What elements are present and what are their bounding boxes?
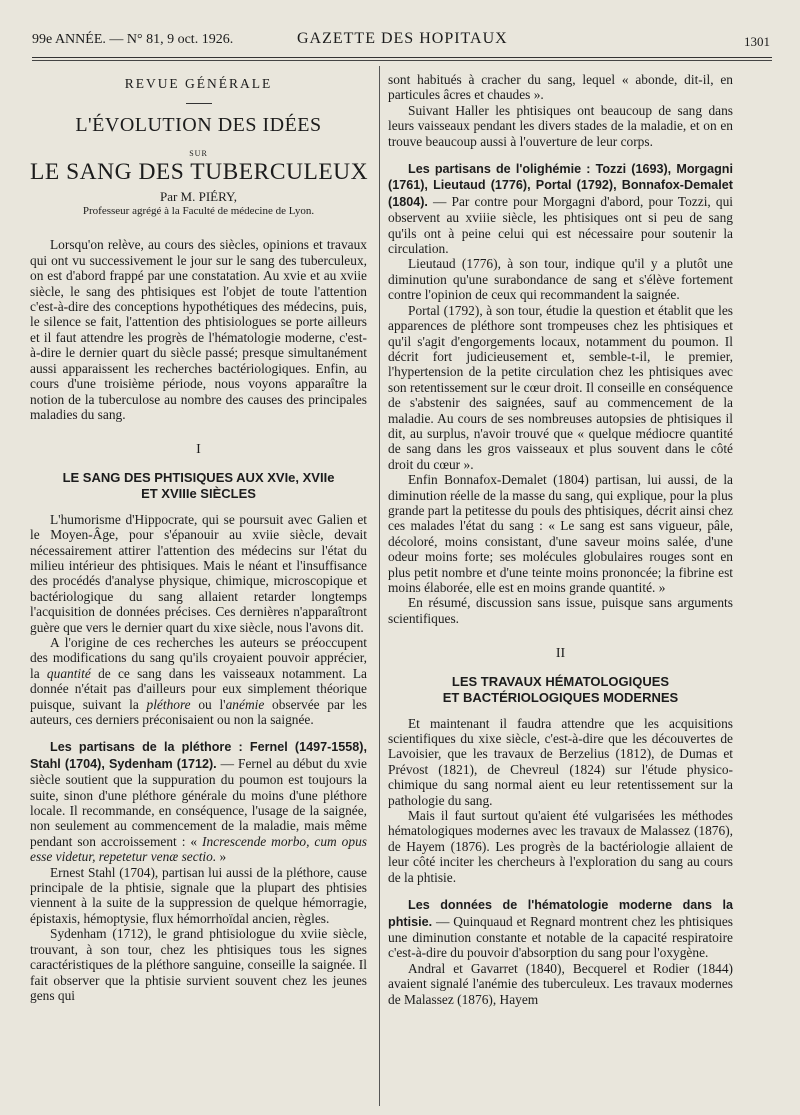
section-heading bbox=[388, 674, 733, 706]
paragraph: Andral et Gavarret (1840), Becquerel et Rodier (1844) avaient signalé l'anémie des tuberculeux. Les travaux modernes de Malassez (1876), Hayem bbox=[388, 960, 733, 1007]
bold-lead: Les partisans de l'olighémie : Tozzi (1693), Morgagni (1761), Lieutaud (1776), Portal (1792), Bonnafox-Demalet (1804). bbox=[388, 162, 733, 209]
section-numeral: I bbox=[196, 442, 201, 458]
journal-title: GAZETTE DES HOPITAUX bbox=[297, 30, 508, 47]
paragraph: sont habitués à cracher du sang, lequel « abonde, dit-il, en particules âcres et chaudes ». bbox=[388, 72, 733, 103]
paragraph: Mais il faut surtout qu'aient été vulgarisées les méthodes hématologiques modernes avec les travaux de Malassez (1876), de Hayem (1876). Les progrès de la bactériologie allaient de leur côté inciter les chercheurs à l'exploration du sang au cours de la phtisie. bbox=[388, 808, 733, 885]
italic-term: anémie bbox=[225, 696, 265, 712]
text-run: observée par les auteurs, ces derniers préconisaient ou non la saignée. bbox=[30, 696, 367, 727]
section-heading-line: LE SANG DES PHTISIQUES AUX XVIe, XVIIe bbox=[62, 469, 335, 485]
author: Par M. PIÉRY, bbox=[159, 188, 238, 204]
italic-term: quantité bbox=[46, 665, 91, 681]
spacer bbox=[30, 727, 367, 739]
spacer bbox=[388, 149, 733, 161]
italic-term: pléthore bbox=[146, 696, 191, 712]
paragraph: En résumé, discussion sans issue, puisque sans arguments scientifiques. bbox=[388, 595, 733, 626]
paragraph bbox=[388, 161, 733, 256]
author-affiliation: Professeur agrégé à la Faculté de médecine de Lyon. bbox=[82, 205, 315, 218]
text-run: — Quinquaud et Regnard montrent chez les phtisiques une diminution constante et notable de la capacité respiratoire c'est-à-dire du pouvoir d'absorption du sang pour l'oxygène. bbox=[388, 913, 733, 961]
bold-lead: Les partisans de la pléthore : Fernel (1497-1558), Stahl (1704), Sydenham (1712). bbox=[30, 740, 367, 771]
text-run: de ce sang dans les vaisseaux notamment. La donnée n'était pas d'ailleurs pour eux simplement théorique puisque, suivant la bbox=[30, 665, 367, 712]
intro-paragraph: Lorsqu'on relève, au cours des siècles, opinions et travaux qui ont vu successivement le jour sur le sang des tuberculeux, on est d'abord frappé par une constatation. Au xvie et au xviie siècle, le sang des phtisiques est l'objet de toute l'attention c'est-à-dire des conceptions hypothétiques des médecins, puis, le silence se fait, l'attention des phtisiologues se porte ailleurs et il faut attendre les progrès de l'hématologie moderne, c'est-à-dire le dernier quart du siècle passé; presque simultanément aussi apparaissent les recherches bactériologiques. Enfin, au cours d'une troisième période, nous voyons apparaître la notion de la tuberculose au nombre des causes des principales maladies du sang. bbox=[30, 237, 367, 422]
paragraph: L'humorisme d'Hippocrate, qui se poursuit avec Galien et le Moyen-Âge, pour s'épanouir au xviie siècle, devait nécessairement attirer l'attention des médecins sur l'état du milieu intérieur des phtisiques. Mais le néant et l'insuffisance des procédés d'analyse physique, chimique, microscopique et bactériologique du sang allaient retarder longtemps l'acquisition de données précises. Ces dernières n'apparaîtront guère que vers le dernier quart du xixe siècle, nous l'avons dit. bbox=[30, 511, 367, 635]
rubric: REVUE GÉNÉRALE bbox=[124, 76, 273, 91]
spacer bbox=[388, 885, 733, 897]
section-heading-line: ET BACTÉRIOLOGIQUES MODERNES bbox=[442, 689, 679, 705]
text-run: — Fernel au début du xvie siècle soutient que la suppuration du poumon est toujours la suite, sinon d'une pléthore générale du moins d'une pléthore locale. Il recommande, en conséquence, l'usage de la saignée, non seulement au commencement de la maladie, mais même pendant son accroissement : « bbox=[30, 755, 368, 849]
column-divider bbox=[379, 66, 380, 1106]
right-column bbox=[388, 72, 733, 1007]
header-rule-thin bbox=[32, 60, 772, 61]
section-heading-line: LES TRAVAUX HÉMATOLOGIQUES bbox=[451, 673, 670, 689]
paragraph bbox=[30, 739, 367, 864]
paragraph bbox=[388, 897, 733, 961]
title-connector: SUR bbox=[189, 148, 208, 158]
paragraph: Portal (1792), à son tour, étudie la question et établit que les apparences de pléthore sont trompeuses chez les phtisiques et qu'il s'agit d'engorgements locaux, notamment du poumon. Il décrit fort judicieusement et, semble-t-il, le premier, l'hypertension de la petite circulation chez les phtisiques avec son retentissement sur le cœur droit. Il conseille en conséquence de s'abstenir des saignées, sauf au commencement de la maladie. Au cours de ses nombreuses autopsies de phtisiques il dit, au surplus, n'avoir trouvé que « quelque médiocre quantité de sang dans les gros vaisseaux et plus souvent dans le côté droit du cœur ». bbox=[388, 302, 733, 472]
running-header bbox=[32, 28, 770, 52]
paragraph: Enfin Bonnafox-Demalet (1804) partisan, lui aussi, de la diminution réelle de la masse du sang, qui explique, pour la plus grande part la petitesse du pouls des phtisiques, décrit ainsi chez ces malades l'état du sang : « Le sang est sans vigueur, pâle, décoloré, moins consistant, d'une saveur moins salée, d'une odeur moins forte; ses molécules globulaires rouges sont en plus petit nombre et d'une teinte moins prononcée; la fibrine est moins élaborée, elle est en moins grande quantité. » bbox=[388, 472, 733, 595]
text-run: — Par contre pour Morgagni d'abord, pour Tozzi, qui observent au xviiie siècle, les phtisiques ont si peu de sang qu'ils ont à peine celui qui est nécessaire pour soutenir la circulation. bbox=[388, 193, 733, 257]
paragraph: Lieutaud (1776), à son tour, indique qu'il y a plutôt une diminution qu'une surabondance de sang et s'élève fortement contre l'opinion de ceux qui recommandent la saignée. bbox=[388, 256, 733, 303]
paragraph bbox=[30, 635, 367, 727]
text-run: A l'origine de ces recherches les auteurs se préoccupent des modifications du sang qu'ils croyaient pouvoir apprécier, la bbox=[30, 634, 367, 681]
issue-info: 99e ANNÉE. — N° 81, 9 oct. 1926. bbox=[32, 32, 234, 47]
article-title-line1: L'ÉVOLUTION DES IDÉES bbox=[75, 114, 322, 137]
paragraph: Sydenham (1712), le grand phtisiologue du xviie siècle, trouvant, à son tour, chez les phtisiques tous les signes caractéristiques de la pléthore sanguine, conseille la saignée. Il fait observer que la phtisie survient souvent chez les jeunes gens qui bbox=[30, 926, 367, 1003]
section-heading-line: ET XVIIIe SIÈCLES bbox=[141, 485, 256, 501]
section-heading bbox=[30, 470, 367, 502]
section-numeral: II bbox=[555, 646, 566, 662]
page-number: 1301 bbox=[744, 34, 770, 49]
paragraph: Ernest Stahl (1704), partisan lui aussi de la pléthore, cause principale de la phtisie, signale que la plupart des phtisies viennent à la suite de la suppression de quelque hémorragie, épistaxis, hémoptysie, flux hémorrhoïdal ancien, règles. bbox=[30, 864, 367, 926]
title-separator bbox=[186, 103, 212, 104]
article-title-line2: LE SANG DES TUBERCULEUX bbox=[30, 159, 369, 186]
latin-quote: Increscende morbo, cum opus esse videtur, repetetur venæ sectio. bbox=[30, 833, 367, 865]
bold-lead: Les données de l'hématologie moderne dans la phtisie. bbox=[388, 898, 733, 929]
text-run: » bbox=[219, 849, 227, 865]
text-run: ou l' bbox=[198, 696, 226, 712]
paragraph: Et maintenant il faudra attendre que les acquisitions scientifiques du xixe siècle, c'est-à-dire que les découvertes de Lavoisier, que les travaux de Berzelius (1812), de Dumas et Prévost (1821), de Chevreul (1824) sur l'étude physico-chimique du sang normal aient eu leur retentissement sur la pathologie du sang. bbox=[388, 715, 733, 808]
header-rule bbox=[32, 57, 772, 58]
paragraph: Suivant Haller les phtisiques ont beaucoup de sang dans leurs vaisseaux pendant les divers stades de la maladie, et on en trouve beaucoup aussi à l'ouverture de leur corps. bbox=[388, 102, 733, 149]
left-column bbox=[30, 72, 367, 1003]
